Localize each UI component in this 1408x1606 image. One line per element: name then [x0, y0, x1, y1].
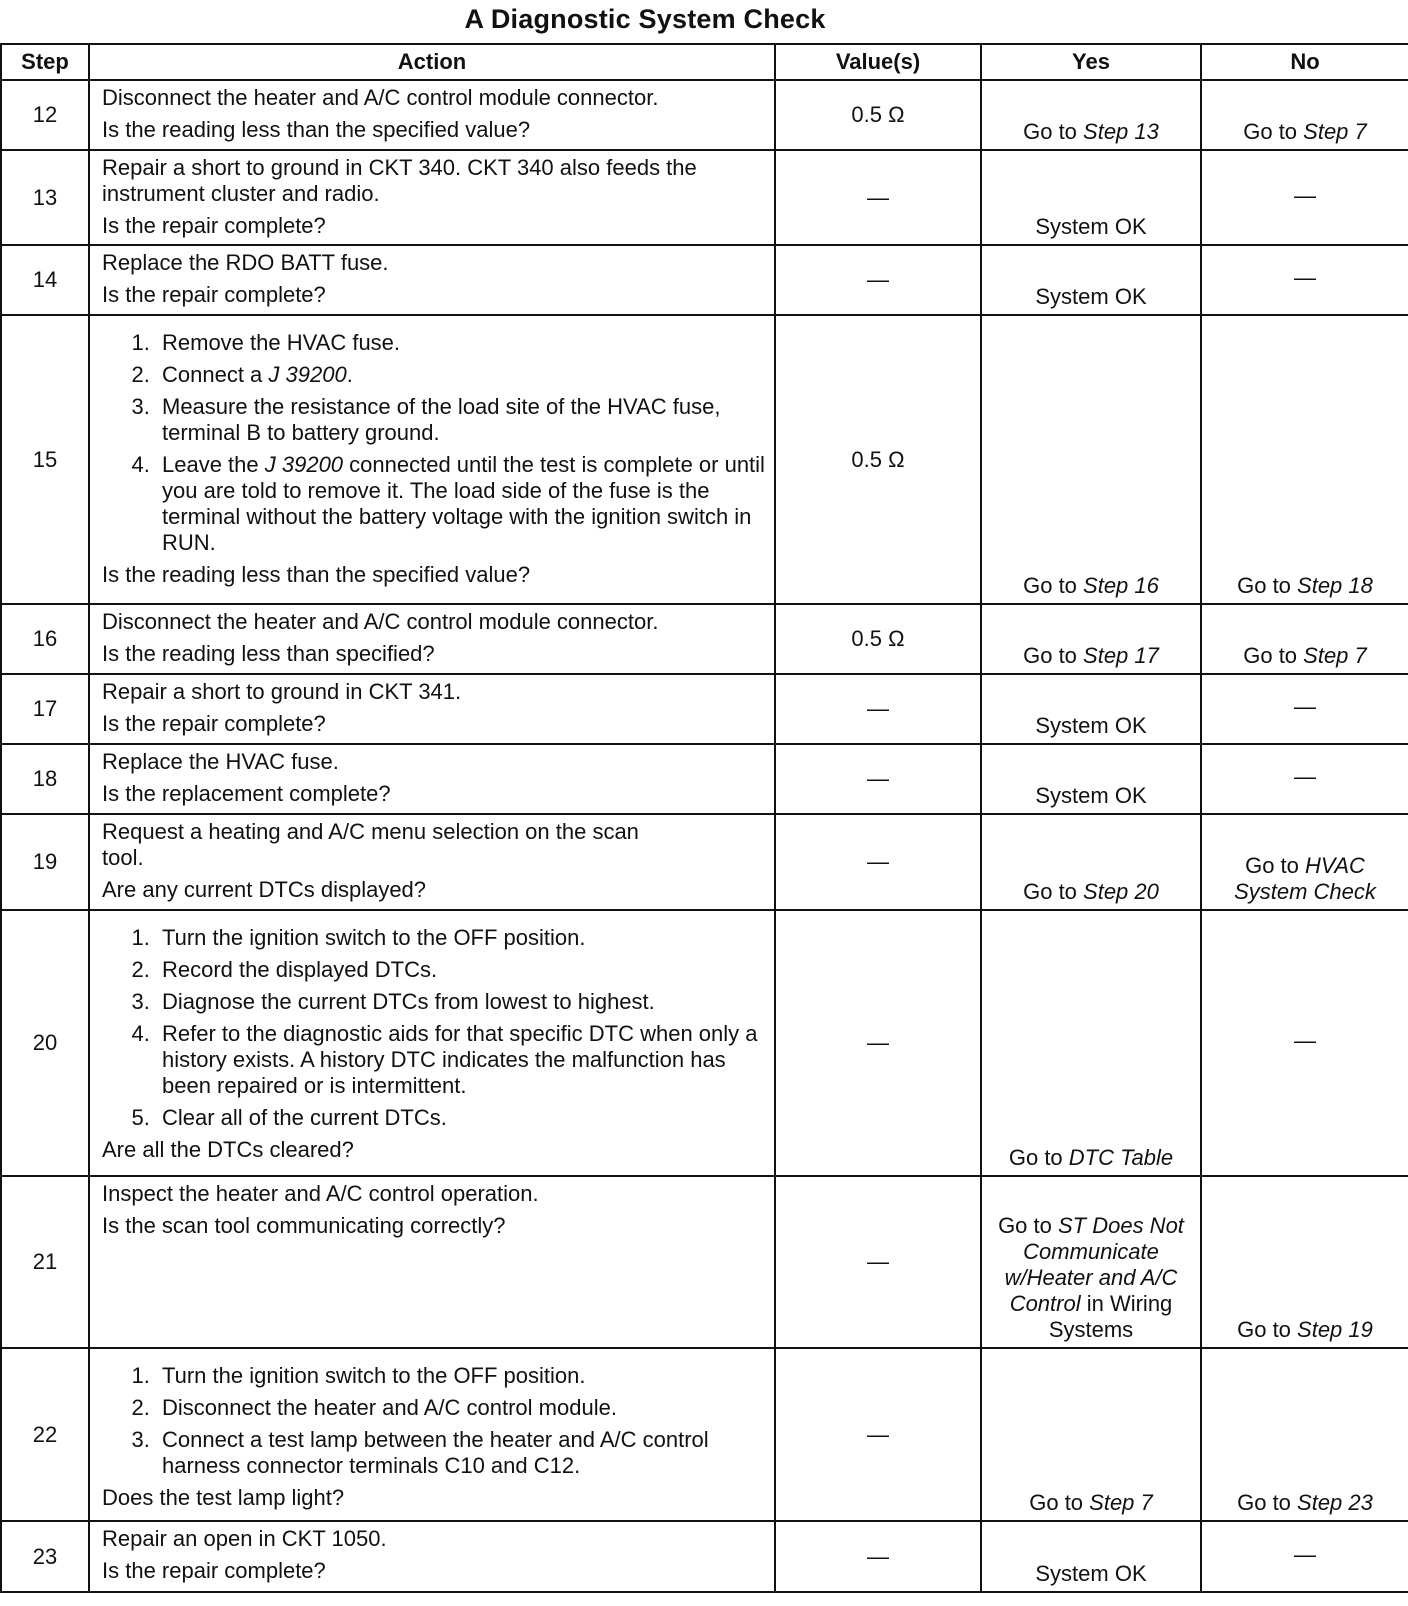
yes-cell: System OK — [981, 744, 1201, 814]
action-question: Is the scan tool communicating correctly? — [102, 1213, 506, 1238]
no-cell: — — [1201, 150, 1408, 245]
list-item: 3. Connect a test lamp between the heater and A/C control harness connector terminals C10 and C12. — [156, 1427, 766, 1479]
table-row — [1, 744, 1408, 814]
table-row — [1, 1521, 1408, 1592]
list-item: 1. Turn the ignition switch to the OFF position. — [156, 925, 766, 951]
action-question: Is the repair complete? — [102, 213, 326, 238]
yes-cell: Go to Step 16 — [981, 315, 1201, 604]
yes-wiring-link[interactable]: ST Does Not Communicate w/Heater and A/C Control — [1004, 1213, 1184, 1316]
action-question: Is the reading less than the specified value? — [102, 562, 531, 587]
step-number: 19 — [1, 814, 89, 910]
action-cell — [89, 910, 775, 1176]
header-no: No — [1201, 44, 1408, 80]
no-step-link[interactable]: Step 7 — [1303, 643, 1367, 668]
action-question: Is the reading less than the specified value? — [102, 117, 531, 142]
table-row — [1, 674, 1408, 744]
table-header-row — [1, 44, 1408, 80]
no-cell: Go to HVAC System Check — [1201, 814, 1408, 910]
action-cell — [89, 245, 775, 315]
list-item: 2. Disconnect the heater and A/C control module. — [156, 1395, 766, 1421]
tool-reference: J 39200 — [264, 452, 344, 477]
step-number: 16 — [1, 604, 89, 674]
yes-cell: System OK — [981, 674, 1201, 744]
list-item: 2. Connect a J 39200. — [156, 362, 766, 388]
action-steps-list — [102, 1363, 766, 1479]
step-number: 13 — [1, 150, 89, 245]
value-cell: — — [775, 910, 981, 1176]
tool-reference: J 39200 — [268, 362, 347, 387]
no-step-link[interactable]: Step 18 — [1297, 573, 1373, 598]
no-cell: — — [1201, 674, 1408, 744]
step-number: 20 — [1, 910, 89, 1176]
yes-cell: Go to Step 17 — [981, 604, 1201, 674]
yes-step-link[interactable]: Step 17 — [1083, 643, 1159, 668]
yes-cell: System OK — [981, 245, 1201, 315]
yes-cell: Go to Step 7 — [981, 1348, 1201, 1521]
yes-cell: System OK — [981, 1521, 1201, 1592]
value-cell: — — [775, 245, 981, 315]
yes-prefix: Go to — [1023, 119, 1084, 144]
value-cell: 0.5 Ω — [775, 604, 981, 674]
yes-step-link[interactable]: Step 20 — [1083, 879, 1159, 904]
action-cell — [89, 1521, 775, 1592]
yes-cell: Go to DTC Table — [981, 910, 1201, 1176]
header-action: Action — [89, 44, 775, 80]
action-cell — [89, 315, 775, 604]
yes-step-link[interactable]: Step 7 — [1089, 1490, 1153, 1515]
no-cell: Go to Step 23 — [1201, 1348, 1408, 1521]
no-cell: — — [1201, 1521, 1408, 1592]
action-question: Are any current DTCs displayed? — [102, 877, 427, 902]
action-cell — [89, 1176, 775, 1348]
action-text: Inspect the heater and A/C control operation. — [102, 1181, 539, 1206]
value-cell: 0.5 Ω — [775, 80, 981, 150]
no-step-link[interactable]: Step 23 — [1297, 1490, 1373, 1515]
no-cell: Go to Step 7 — [1201, 604, 1408, 674]
step-number: 22 — [1, 1348, 89, 1521]
no-cell: — — [1201, 245, 1408, 315]
list-item: 1. Turn the ignition switch to the OFF position. — [156, 1363, 766, 1389]
no-cell: — — [1201, 910, 1408, 1176]
no-cell: Go to Step 19 — [1201, 1176, 1408, 1348]
value-cell: — — [775, 1176, 981, 1348]
action-text: Request a heating and A/C menu selection on the scan tool. — [102, 819, 639, 870]
action-question: Is the repair complete? — [102, 282, 326, 307]
header-step: Step — [1, 44, 89, 80]
page-title: A Diagnostic System Check — [464, 4, 826, 34]
no-step-link[interactable]: Step 19 — [1297, 1317, 1373, 1342]
list-item: 2. Record the displayed DTCs. — [156, 957, 766, 983]
action-cell — [89, 604, 775, 674]
header-value: Value(s) — [775, 44, 981, 80]
table-row — [1, 814, 1408, 910]
action-question: Does the test lamp light? — [102, 1485, 345, 1510]
yes-step-link[interactable]: Step 16 — [1083, 573, 1159, 598]
header-yes: Yes — [981, 44, 1201, 80]
yes-cell — [981, 80, 1201, 150]
no-step-link[interactable]: Step 7 — [1303, 119, 1367, 144]
table-row — [1, 150, 1408, 245]
step-number: 14 — [1, 245, 89, 315]
action-text: Repair an open in CKT 1050. — [102, 1526, 387, 1551]
action-question: Is the repair complete? — [102, 1558, 326, 1583]
list-item: 5. Clear all of the current DTCs. — [156, 1105, 766, 1131]
list-item: 4. Leave the J 39200 connected until the test is complete or until you are told to remove it. The load side of the fuse is the terminal without the battery voltage with the ignition switch in RUN. — [156, 452, 766, 556]
action-cell — [89, 80, 775, 150]
action-text: Replace the HVAC fuse. — [102, 749, 339, 774]
yes-cell: Go to Step 20 — [981, 814, 1201, 910]
table-row — [1, 1348, 1408, 1521]
list-item: 1. Remove the HVAC fuse. — [156, 330, 766, 356]
step-number: 18 — [1, 744, 89, 814]
action-cell — [89, 1348, 775, 1521]
value-cell: — — [775, 1521, 981, 1592]
no-cell — [1201, 80, 1408, 150]
action-cell — [89, 150, 775, 245]
list-item: 3. Measure the resistance of the load site of the HVAC fuse, terminal B to battery ground. — [156, 394, 766, 446]
table-row — [1, 910, 1408, 1176]
action-cell — [89, 744, 775, 814]
action-question: Is the repair complete? — [102, 711, 326, 736]
value-cell: 0.5 Ω — [775, 315, 981, 604]
value-cell: — — [775, 1348, 981, 1521]
action-question: Are all the DTCs cleared? — [102, 1137, 354, 1162]
action-text: Disconnect the heater and A/C control module connector. — [102, 609, 659, 634]
value-cell: — — [775, 150, 981, 245]
action-question: Is the reading less than specified? — [102, 641, 435, 666]
value-cell: — — [775, 744, 981, 814]
value-cell: — — [775, 814, 981, 910]
table-row — [1, 245, 1408, 315]
table-row — [1, 604, 1408, 674]
table-row — [1, 80, 1408, 150]
action-text: Repair a short to ground in CKT 340. CKT 340 also feeds the instrument cluster and radio. — [102, 155, 697, 206]
yes-cell: System OK — [981, 150, 1201, 245]
action-question: Is the replacement complete? — [102, 781, 391, 806]
action-text: Disconnect the heater and A/C control module connector. — [102, 85, 659, 110]
yes-dtc-table-link[interactable]: DTC Table — [1068, 1145, 1174, 1170]
step-number: 15 — [1, 315, 89, 604]
action-steps-list — [102, 330, 766, 556]
no-cell: Go to Step 18 — [1201, 315, 1408, 604]
action-cell — [89, 674, 775, 744]
no-cell: — — [1201, 744, 1408, 814]
table-row — [1, 315, 1408, 604]
action-cell — [89, 814, 775, 910]
value-cell: — — [775, 674, 981, 744]
yes-step-link[interactable]: Step 13 — [1083, 119, 1159, 144]
action-text: Repair a short to ground in CKT 341. — [102, 679, 462, 704]
no-prefix: Go to — [1243, 119, 1304, 144]
table-row — [1, 1176, 1408, 1348]
yes-cell: Go to ST Does Not Communicate w/Heater and A/C Control in Wiring Systems — [981, 1176, 1201, 1348]
diagnostic-table — [0, 43, 1408, 1593]
step-number: 12 — [1, 80, 89, 150]
action-text: Replace the RDO BATT fuse. — [102, 250, 389, 275]
step-number: 17 — [1, 674, 89, 744]
list-item: 4. Refer to the diagnostic aids for that specific DTC when only a history exists. A history DTC indicates the malfunction has been repaired or is intermittent. — [156, 1021, 766, 1099]
step-number: 23 — [1, 1521, 89, 1592]
action-steps-list — [102, 925, 766, 1131]
list-item: 3. Diagnose the current DTCs from lowest to highest. — [156, 989, 766, 1015]
no-hvac-link[interactable]: HVAC System Check — [1234, 853, 1376, 904]
step-number: 21 — [1, 1176, 89, 1348]
